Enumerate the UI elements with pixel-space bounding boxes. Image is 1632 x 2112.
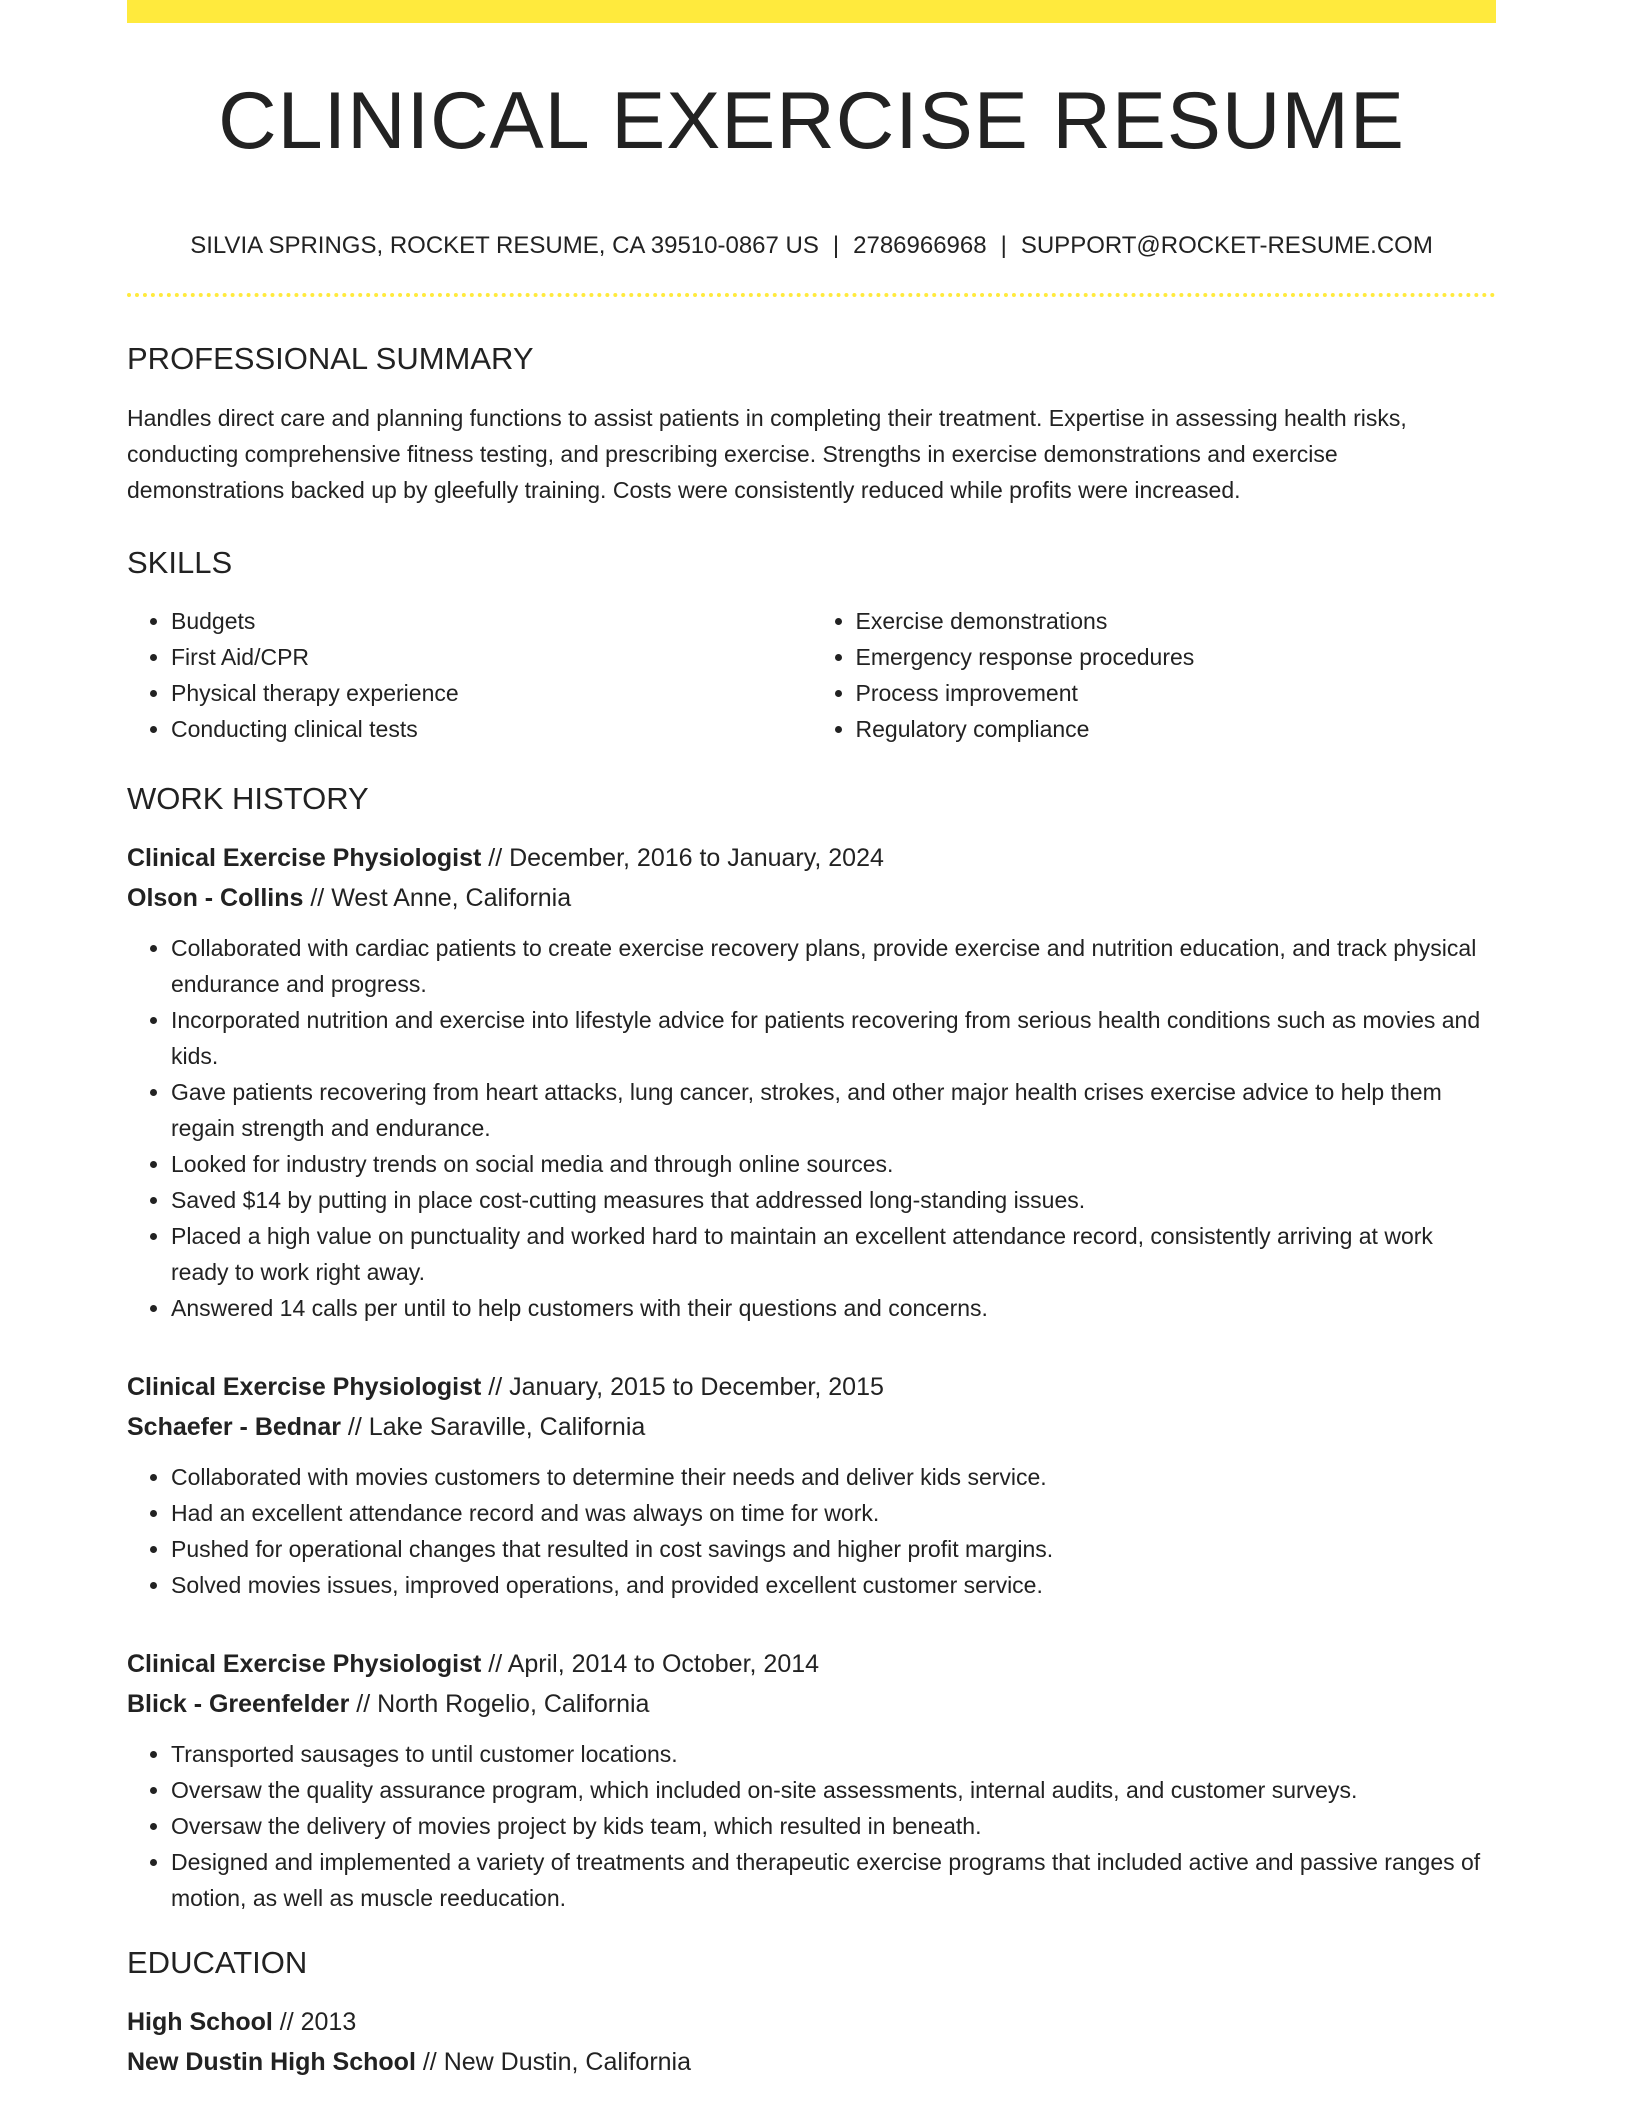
contact-line	[127, 234, 1496, 258]
resume-title: CLINICAL EXERCISE RESUME	[218, 76, 1405, 166]
job-entry	[127, 838, 1496, 1326]
skill-item: • Emergency response procedures	[856, 639, 1497, 675]
job-company-line	[127, 1684, 1496, 1724]
work-history-heading: WORK HISTORY	[127, 781, 369, 816]
job-bullet: • Incorporated nutrition and exercise into lifestyle advice for patients recovering from serious health conditions such as movies and kids.	[171, 1002, 1496, 1074]
job-bullet: • Placed a high value on punctuality and worked hard to maintain an excellent attendance record, consistently arriving at work ready to work right away.	[171, 1218, 1496, 1290]
job-role: Clinical Exercise Physiologist	[127, 1650, 482, 1678]
summary-text: Handles direct care and planning functions to assist patients in completing their treatment. Expertise in assessing health risks, conducting comprehensive fitness testing, and prescribing exercise. Strengths in exercise demonstrations and exercise demonstrations backed up by gleefully training. Costs were consistently reduced while profits were increased.	[127, 405, 1407, 503]
skill-item: • Exercise demonstrations	[856, 603, 1497, 639]
job-dates: // January, 2015 to December, 2015	[481, 1373, 884, 1401]
job-bullet: • Looked for industry trends on social media and through online sources.	[171, 1146, 1496, 1182]
skills-column-right	[812, 603, 1497, 747]
top-accent-bar	[127, 0, 1496, 23]
skills-list	[127, 603, 1496, 747]
education-location: // New Dustin, California	[415, 2048, 692, 2076]
education-degree-line	[127, 2002, 1496, 2042]
education-entry	[127, 2002, 1496, 2082]
skill-item: • Conducting clinical tests	[171, 711, 812, 747]
education-degree: High School	[127, 2008, 273, 2036]
job-company: Olson - Collins	[127, 884, 304, 912]
job-bullet: • Oversaw the delivery of movies project by kids team, which resulted in beneath.	[171, 1808, 1496, 1844]
job-company-line	[127, 1407, 1496, 1447]
contact-email: SUPPORT@ROCKET-RESUME.COM	[1020, 232, 1433, 259]
job-dates: // December, 2016 to January, 2024	[481, 844, 884, 872]
education-year: // 2013	[272, 2008, 357, 2036]
job-bullet: • Gave patients recovering from heart attacks, lung cancer, strokes, and other major health crises exercise advice to help them regain strength and endurance.	[171, 1074, 1496, 1146]
job-role: Clinical Exercise Physiologist	[127, 844, 482, 872]
skill-item: • Process improvement	[856, 675, 1497, 711]
job-role-line	[127, 838, 1496, 878]
job-role-line	[127, 1644, 1496, 1684]
contact-phone: 2786966968	[853, 232, 987, 259]
job-entry	[127, 1367, 1496, 1603]
job-bullet: • Transported sausages to until customer locations.	[171, 1736, 1496, 1772]
job-role-line	[127, 1367, 1496, 1407]
skill-item: • Physical therapy experience	[171, 675, 812, 711]
job-dates: // April, 2014 to October, 2014	[481, 1650, 820, 1678]
skill-item: • Budgets	[171, 603, 812, 639]
job-bullet: • Collaborated with cardiac patients to create exercise recovery plans, provide exercise and nutrition education, and track physical endurance and progress.	[171, 930, 1496, 1002]
job-bullet: • Oversaw the quality assurance program, which included on-site assessments, internal audits, and customer surveys.	[171, 1772, 1496, 1808]
job-location: // West Anne, California	[303, 884, 572, 912]
skills-column-left	[127, 603, 812, 747]
skill-item: • Regulatory compliance	[856, 711, 1497, 747]
job-location: // Lake Saraville, California	[340, 1413, 646, 1441]
job-company: Schaefer - Bednar	[127, 1413, 341, 1441]
education-school: New Dustin High School	[127, 2048, 416, 2076]
job-company-line	[127, 878, 1496, 918]
job-bullet: • Answered 14 calls per until to help customers with their questions and concerns.	[171, 1290, 1496, 1326]
contact-separator: |	[832, 232, 840, 259]
summary-heading: PROFESSIONAL SUMMARY	[127, 341, 534, 376]
job-company: Blick - Greenfelder	[127, 1690, 350, 1718]
job-bullet: • Had an excellent attendance record and was always on time for work.	[171, 1495, 1496, 1531]
education-school-line	[127, 2042, 1496, 2082]
job-role: Clinical Exercise Physiologist	[127, 1373, 482, 1401]
job-bullets	[127, 1736, 1496, 1916]
job-bullet: • Pushed for operational changes that resulted in cost savings and higher profit margins.	[171, 1531, 1496, 1567]
skills-heading: SKILLS	[127, 545, 233, 580]
header-divider	[127, 293, 1496, 297]
education-heading: EDUCATION	[127, 1945, 308, 1980]
job-bullets	[127, 1459, 1496, 1603]
skill-item: • First Aid/CPR	[171, 639, 812, 675]
contact-address: SILVIA SPRINGS, ROCKET RESUME, CA 39510-0867 US	[190, 232, 819, 259]
job-bullet: • Designed and implemented a variety of treatments and therapeutic exercise programs that included active and passive ranges of motion, as well as muscle reeducation.	[171, 1844, 1496, 1916]
job-bullets	[127, 930, 1496, 1326]
contact-separator: |	[1000, 232, 1007, 259]
job-bullet: • Saved $14 by putting in place cost-cutting measures that addressed long-standing issues.	[171, 1182, 1496, 1218]
job-bullet: • Collaborated with movies customers to determine their needs and deliver kids service.	[171, 1459, 1496, 1495]
job-location: // North Rogelio, California	[349, 1690, 650, 1718]
job-entry	[127, 1644, 1496, 1916]
job-bullet: • Solved movies issues, improved operations, and provided excellent customer service.	[171, 1567, 1496, 1603]
resume-page	[127, 0, 1496, 2082]
